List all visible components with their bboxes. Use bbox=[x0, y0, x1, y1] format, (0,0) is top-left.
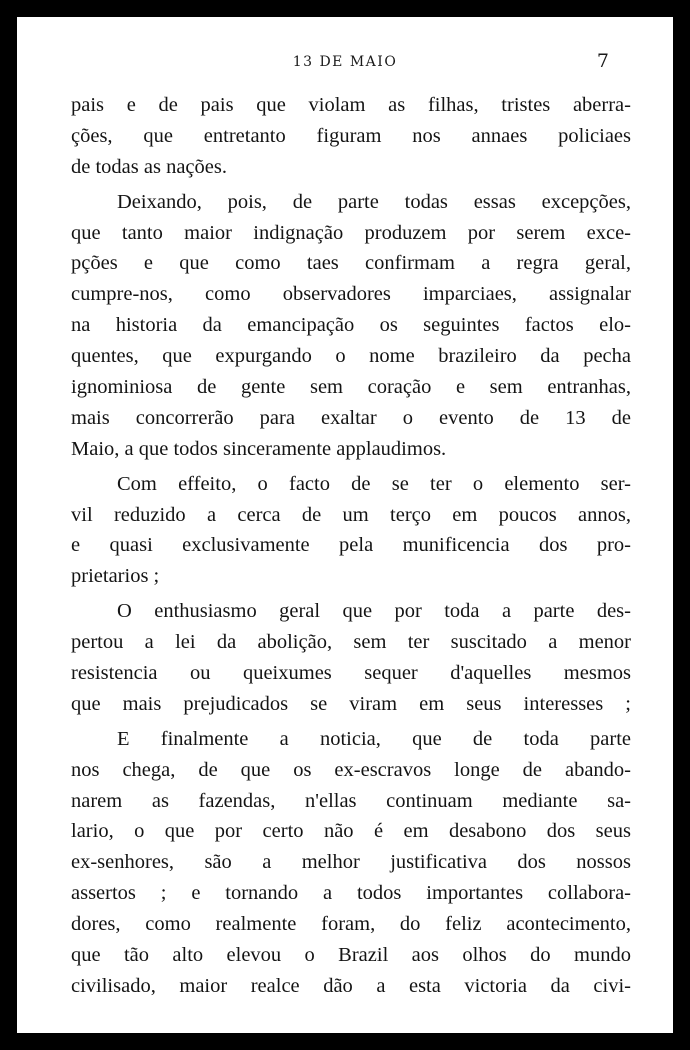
text-line: ções, que entretanto figuram nos annaes policiaes bbox=[71, 124, 631, 147]
text-line: na historia da emancipação os seguintes factos elo- bbox=[71, 314, 631, 337]
text-line: que tanto maior indignação produzem por serem exce- bbox=[71, 221, 631, 244]
text-line: que mais prejudicados se viram em seus interesses ; bbox=[71, 692, 631, 715]
text-line: quentes, que expurgando o nome brazileiro da pecha bbox=[71, 345, 631, 368]
text-line: pções e que como taes confirmam a regra geral, bbox=[71, 252, 631, 275]
paragraph bbox=[71, 187, 631, 465]
text-line: vil reduzido a cerca de um terço em poucos annos, bbox=[71, 503, 631, 526]
text-line: prietarios ; bbox=[71, 565, 160, 588]
text-line: Deixando, pois, de parte todas essas excepções, bbox=[117, 190, 631, 213]
text-line: ex-senhores, são a melhor justificativa dos nossos bbox=[71, 851, 631, 874]
text-line: pertou a lei da abolição, sem ter suscitado a menor bbox=[71, 631, 631, 654]
text-line: mais concorrerão para exaltar o evento de 13 de bbox=[71, 406, 631, 429]
text-line: Com effeito, o facto de se ter o elemento ser- bbox=[117, 472, 631, 495]
text-line: de todas as nações. bbox=[71, 155, 227, 178]
text-line: assertos ; e tornando a todos importantes collabora- bbox=[71, 882, 631, 905]
paragraph bbox=[71, 724, 631, 1002]
text-line: O enthusiasmo geral que por toda a parte des- bbox=[117, 600, 631, 623]
text-line: lario, o que por certo não é em desabono dos seus bbox=[71, 820, 631, 843]
text-line: cumpre-nos, como observadores imparciaes, assignalar bbox=[71, 283, 631, 306]
paragraph bbox=[71, 596, 631, 720]
text-line: resistencia ou queixumes sequer d'aquelles mesmos bbox=[71, 662, 631, 685]
text-line: dores, como realmente foram, do feliz acontecimento, bbox=[71, 913, 631, 936]
paragraph bbox=[71, 90, 631, 183]
text-line: que tão alto elevou o Brazil aos olhos do mundo bbox=[71, 944, 631, 967]
text-line: narem as fazendas, n'ellas continuam mediante sa- bbox=[71, 789, 631, 812]
running-title: 13 DE MAIO bbox=[292, 54, 398, 70]
body-text bbox=[71, 90, 631, 1006]
text-line: nos chega, de que os ex-escravos longe de abando- bbox=[71, 758, 631, 781]
text-line: E finalmente a noticia, que de toda parte bbox=[117, 727, 631, 750]
text-line: ignominiosa de gente sem coração e sem entranhas, bbox=[71, 376, 631, 399]
text-line: pais e de pais que violam as filhas, tristes aberra- bbox=[71, 94, 631, 116]
text-line: e quasi exclusivamente pela munificencia dos pro- bbox=[71, 534, 631, 557]
page-header bbox=[17, 50, 673, 74]
text-line: civilisado, maior realce dão a esta victoria da civi- bbox=[71, 974, 631, 997]
text-line: Maio, a que todos sinceramente applaudimos. bbox=[71, 437, 447, 460]
paragraph bbox=[71, 469, 631, 593]
page-number: 7 bbox=[596, 50, 609, 72]
book-page bbox=[17, 17, 673, 1033]
